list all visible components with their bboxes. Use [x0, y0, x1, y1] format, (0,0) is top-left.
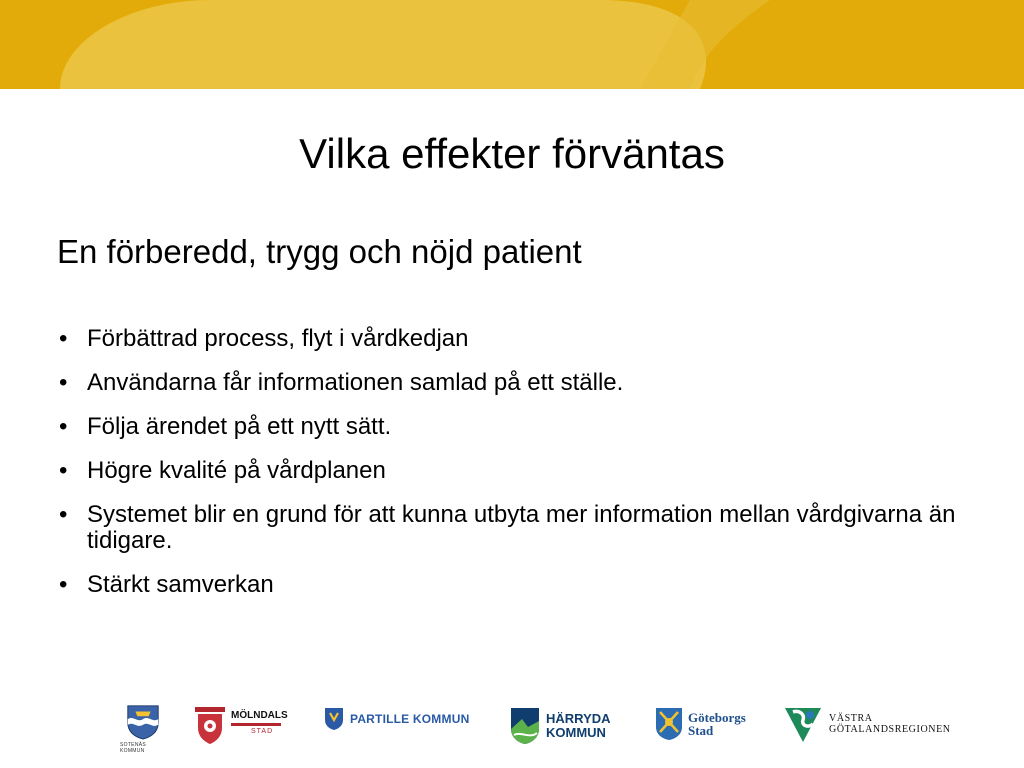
molndal-crest-icon — [193, 704, 227, 746]
header-banner — [0, 0, 1024, 89]
partille-crest-icon — [324, 707, 344, 731]
vgr-emblem-icon — [783, 704, 823, 744]
goteborg-logo — [655, 706, 746, 742]
harryda-crest-icon — [510, 707, 540, 745]
goteborg-line1: Göteborgs — [688, 710, 746, 725]
slide-title: Vilka effekter förväntas — [299, 130, 725, 178]
sotenas-caption: SOTENÄS KOMMUN — [120, 742, 146, 754]
bullet-item: • Systemet blir en grund för att kunna utbyta mer information mellan vårdgivarna än tidigare. — [57, 502, 957, 554]
harryda-line1: HÄRRYDA — [546, 711, 611, 726]
bullet-item: • Följa ärendet på ett nytt sätt. — [57, 414, 957, 440]
goteborg-text — [683, 711, 746, 737]
harryda-text — [540, 712, 611, 740]
vgr-logo — [783, 704, 951, 744]
bullet-list — [57, 326, 957, 616]
molndal-logo — [193, 704, 288, 748]
molndal-sub: STAD — [251, 728, 274, 735]
partner-logos — [0, 700, 1024, 760]
goteborg-line2: Stad — [688, 723, 714, 738]
harryda-line2: KOMMUN — [546, 725, 606, 740]
partille-name: PARTILLE KOMMUN — [350, 712, 470, 726]
molndal-divider — [231, 723, 281, 726]
vgr-line2: GÖTALANDSREGIONEN — [829, 724, 951, 735]
slide-subtitle: En förberedd, trygg och nöjd patient — [57, 233, 582, 270]
bullet-item: • Högre kvalité på vårdplanen — [57, 458, 957, 484]
molndal-name: MÖLNDALS — [231, 710, 288, 721]
partille-logo — [324, 706, 469, 732]
sotenas-crest-icon — [123, 702, 163, 740]
vgr-text — [823, 713, 951, 735]
banner-graphic — [0, 0, 1024, 89]
harryda-logo — [510, 706, 611, 746]
bullet-item: • Användarna får informationen samlad på ett ställe. — [57, 370, 957, 396]
bullet-item: • Förbättrad process, flyt i vårdkedjan — [57, 326, 957, 352]
vgr-line1: VÄSTRA — [829, 713, 873, 724]
bullet-item: • Stärkt samverkan — [57, 572, 957, 598]
goteborg-crest-icon — [655, 707, 683, 741]
sotenas-logo — [120, 702, 166, 754]
